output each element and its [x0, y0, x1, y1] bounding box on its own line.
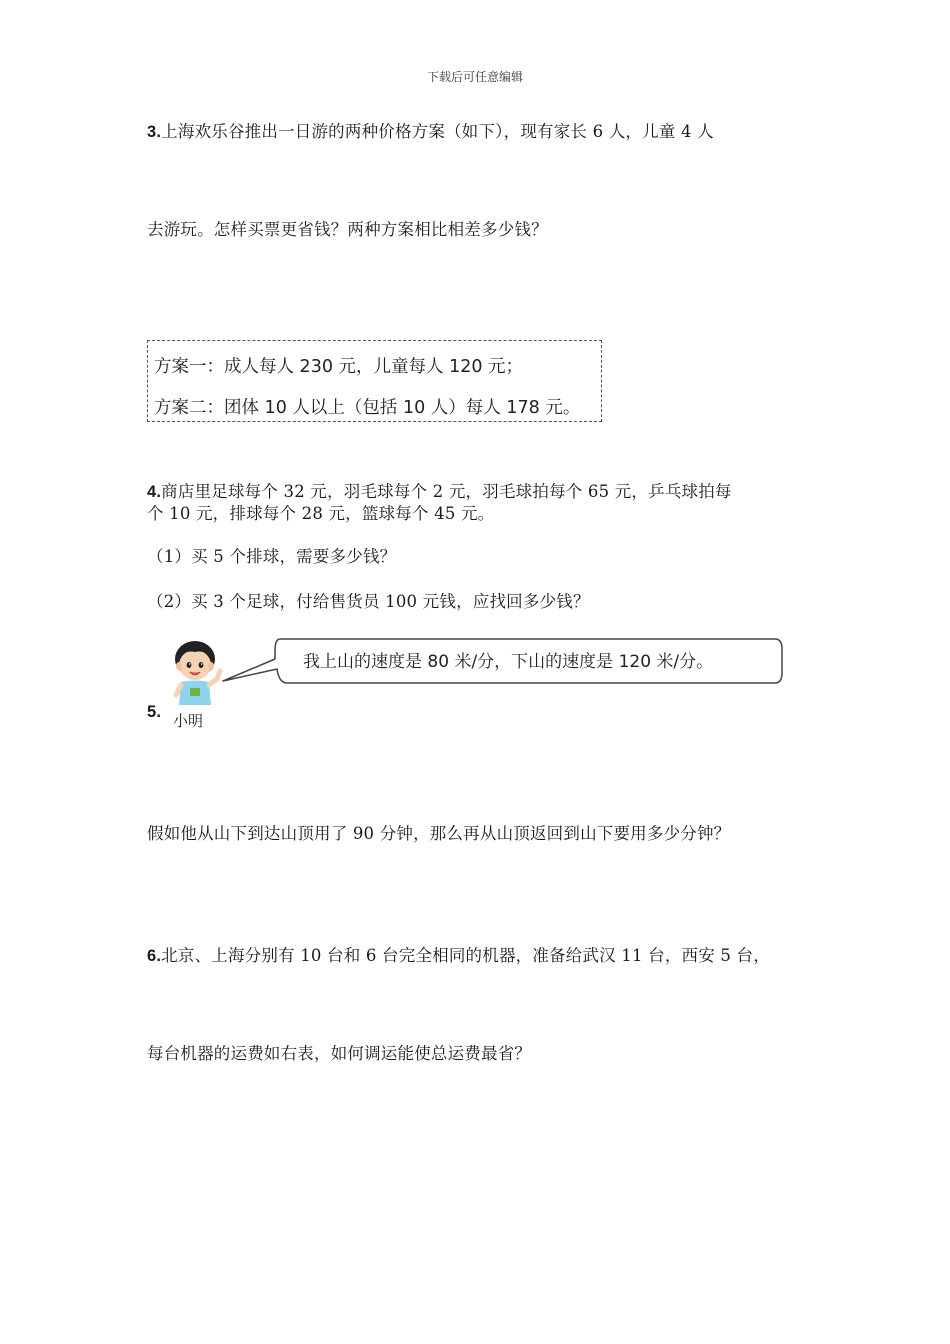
- question-5-number: [147, 702, 161, 722]
- question-5-text: 假如他从山下到达山顶用了 90 分钟，那么再从山顶返回到山下要用多少分钟？: [147, 824, 731, 843]
- question-4-text-1: 商店里足球每个 32 元，羽毛球每个 2 元，羽毛球拍每个 65 元，乒乓球拍每: [161, 482, 732, 501]
- price-plan-box: [147, 340, 602, 422]
- question-6-text-1: 北京、上海分别有 10 台和 6 台完全相同的机器，准备给武汉 11 台，西安 5 台，: [161, 946, 770, 965]
- page-header: 下载后可任意编辑: [426, 70, 523, 84]
- question-4-line-2: 个 10 元，排球每个 28 元，篮球每个 45 元。: [147, 504, 495, 523]
- question-3-line-1: [147, 118, 714, 142]
- question-4-sub-1: （1）买 5 个排球，需要多少钱？: [147, 547, 397, 566]
- plan-one: 方案一：成人每人 230 元，儿童每人 120 元；: [154, 357, 524, 377]
- question-3-text-1: 上海欢乐谷推出一日游的两种价格方案（如下），现有家长 6 人，儿童 4 人: [161, 122, 714, 141]
- character-name: 小明: [173, 712, 204, 730]
- question-3-number: 3.: [147, 123, 162, 141]
- question-6-number: 6.: [147, 947, 162, 965]
- speech-bubble-text: 我上山的速度是 80 米/分，下山的速度是 120 米/分。: [303, 652, 714, 672]
- question-4-line-1: [147, 478, 732, 502]
- question-4-sub-2: （2）买 3 个足球，付给售货员 100 元钱，应找回多少钱？: [147, 592, 590, 611]
- question-4-number: 4.: [147, 483, 162, 501]
- question-3-line-2: 去游玩。怎样买票更省钱？两种方案相比相差多少钱？: [147, 220, 548, 239]
- plan-two: 方案二：团体 10 人以上（包括 10 人）每人 178 元。: [154, 398, 581, 418]
- question-6-line-2: 每台机器的运费如右表，如何调运能使总运费最省？: [147, 1044, 532, 1063]
- question-6-line-1: [147, 942, 770, 966]
- question-5-num: 5.: [147, 703, 162, 721]
